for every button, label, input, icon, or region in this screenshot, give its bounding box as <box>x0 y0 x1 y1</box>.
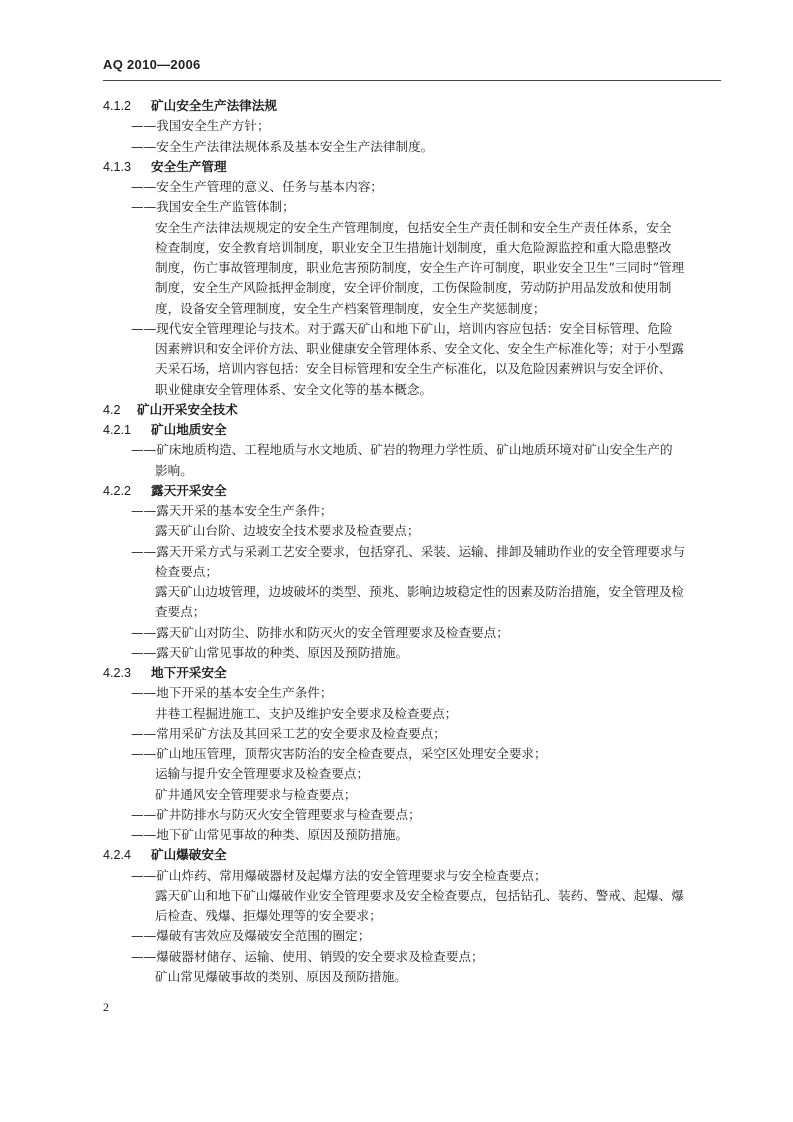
section-heading <box>103 400 723 420</box>
list-item: ——露天矿山常见事故的种类、原因及预防措施。 <box>131 644 409 660</box>
section-title: 安全生产管理 <box>151 158 227 174</box>
section-heading <box>103 481 723 501</box>
list-item-continuation: 制度，安全生产风险抵押金制度，安全评价制度，工伤保险制度，劳动防护用品发放和使用制 <box>155 280 672 296</box>
list-item: ——现代安全管理理论与技术。对于露天矿山和地下矿山，培训内容应包括：安全目标管理、危险 <box>131 320 673 336</box>
section-number: 4.2.2 <box>103 483 132 498</box>
list-item: ——露天矿山对防尘、防排水和防灭火的安全管理要求及检查要点； <box>131 624 509 640</box>
section-heading <box>103 420 723 440</box>
section-heading <box>103 157 723 177</box>
list-item-continuation: 井巷工程掘进施工、支护及维护安全要求及检查要点； <box>155 705 458 721</box>
section-title: 矿山开采安全技术 <box>137 401 238 417</box>
list-item-continuation: 影响。 <box>155 462 193 478</box>
list-item: ——安全生产法律法规体系及基本安全生产法律制度。 <box>131 138 434 154</box>
page-number: 2 <box>103 1000 109 1014</box>
list-item-continuation: 查要点； <box>155 604 206 620</box>
list-item-continuation: 天采石场，培训内容包括：安全目标管理和安全生产标准化，以及危险因素辨识与安全评价、 <box>155 361 672 377</box>
list-item: ——地下矿山常见事故的种类、原因及预防措施。 <box>131 827 409 842</box>
section-title: 矿山安全生产法律法规 <box>151 98 277 113</box>
list-item-continuation: 度，设备安全管理制度，安全生产档案管理制度，安全生产奖惩制度； <box>155 300 546 316</box>
section-heading <box>103 96 723 116</box>
section-title: 矿山爆破安全 <box>151 847 227 863</box>
list-item-continuation: 制度，伤亡事故管理制度，职业危害预防制度，安全生产许可制度，职业安全卫生“三同时”管理 <box>155 260 685 275</box>
list-item: ——我国安全生产方针； <box>131 118 270 134</box>
document-body <box>103 96 723 987</box>
list-item-continuation: 露天矿山台阶、边坡安全技术要求及检查要点； <box>155 523 420 539</box>
list-item-continuation: 安全生产法律法规规定的安全生产管理制度，包括安全生产责任制和安全生产责任体系，安全 <box>155 219 672 235</box>
section-number: 4.2.4 <box>103 848 132 863</box>
list-item: ——露天开采方式与采剥工艺安全要求，包括穿孔、采装、运输、排卸及辅助作业的安全管理要求与 <box>131 543 686 559</box>
section-heading <box>103 663 723 683</box>
list-item: ——爆破有害效应及爆破安全范围的圈定； <box>131 928 371 944</box>
section-number: 4.2.3 <box>103 666 132 680</box>
section-number: 4.1.2 <box>103 99 132 113</box>
section-number: 4.2 <box>103 402 121 417</box>
list-item-continuation: 露天矿山边坡管理，边坡破坏的类型、预兆、影响边坡稳定性的因素及防治措施，安全管理及检 <box>155 584 684 599</box>
list-item-continuation: 矿山常见爆破事故的类别、原因及预防措施。 <box>155 968 407 984</box>
section-number: 4.2.1 <box>103 423 132 437</box>
list-item: ——矿井防排水与防灭火安全管理要求与检查要点； <box>131 806 421 822</box>
list-item: ——矿山炸药、常用爆破器材及起爆方法的安全管理要求与安全检查要点； <box>131 867 547 883</box>
list-item-continuation: 检查要点； <box>155 563 218 579</box>
list-item-continuation: 后检查、残爆、拒爆处理等的安全要求； <box>155 908 382 923</box>
section-title: 露天开采安全 <box>151 482 227 498</box>
list-item: ——地下开采的基本安全生产条件； <box>131 685 333 701</box>
list-item: ——常用采矿方法及其回采工艺的安全要求及检查要点； <box>131 725 446 741</box>
list-item: ——矿床地质构造、工程地质与水文地质、矿岩的物理力学性质、矿山地质环境对矿山安全生产的 <box>131 442 673 458</box>
list-item: ——矿山地压管理，顶帮灾害防治的安全检查要点，采空区处理安全要求； <box>131 746 547 761</box>
list-item-continuation: 运输与提升安全管理要求及检查要点； <box>155 766 370 782</box>
list-item-continuation: 因素辨识和安全评价方法、职业健康安全管理体系、安全文化、安全生产标准化等；对于小型露 <box>155 341 684 356</box>
standard-code-header: AQ 2010—2006 <box>103 57 201 72</box>
list-item-continuation: 矿井通风安全管理要求与检查要点； <box>155 786 357 802</box>
list-item-continuation: 露天矿山和地下矿山爆破作业安全管理要求及安全检查要点，包括钻孔、装药、警戒、起爆、爆 <box>155 887 684 903</box>
list-item-continuation: 职业健康安全管理体系、安全文化等的基本概念。 <box>155 381 433 397</box>
list-item: ——安全生产管理的意义、任务与基本内容； <box>131 179 383 194</box>
section-title: 矿山地质安全 <box>151 422 227 437</box>
list-item: ——爆破器材储存、运输、使用、销毁的安全要求及检查要点； <box>131 948 484 964</box>
section-heading <box>103 845 723 865</box>
section-title: 地下开采安全 <box>151 665 227 680</box>
list-item: ——露天开采的基本安全生产条件； <box>131 503 333 518</box>
header-rule <box>103 80 721 81</box>
list-item-continuation: 检查制度，安全教育培训制度，职业安全卫生措施计划制度，重大危险源监控和重大隐患整改 <box>155 239 672 255</box>
list-item: ——我国安全生产监管体制； <box>131 199 295 215</box>
section-number: 4.1.3 <box>103 159 132 174</box>
